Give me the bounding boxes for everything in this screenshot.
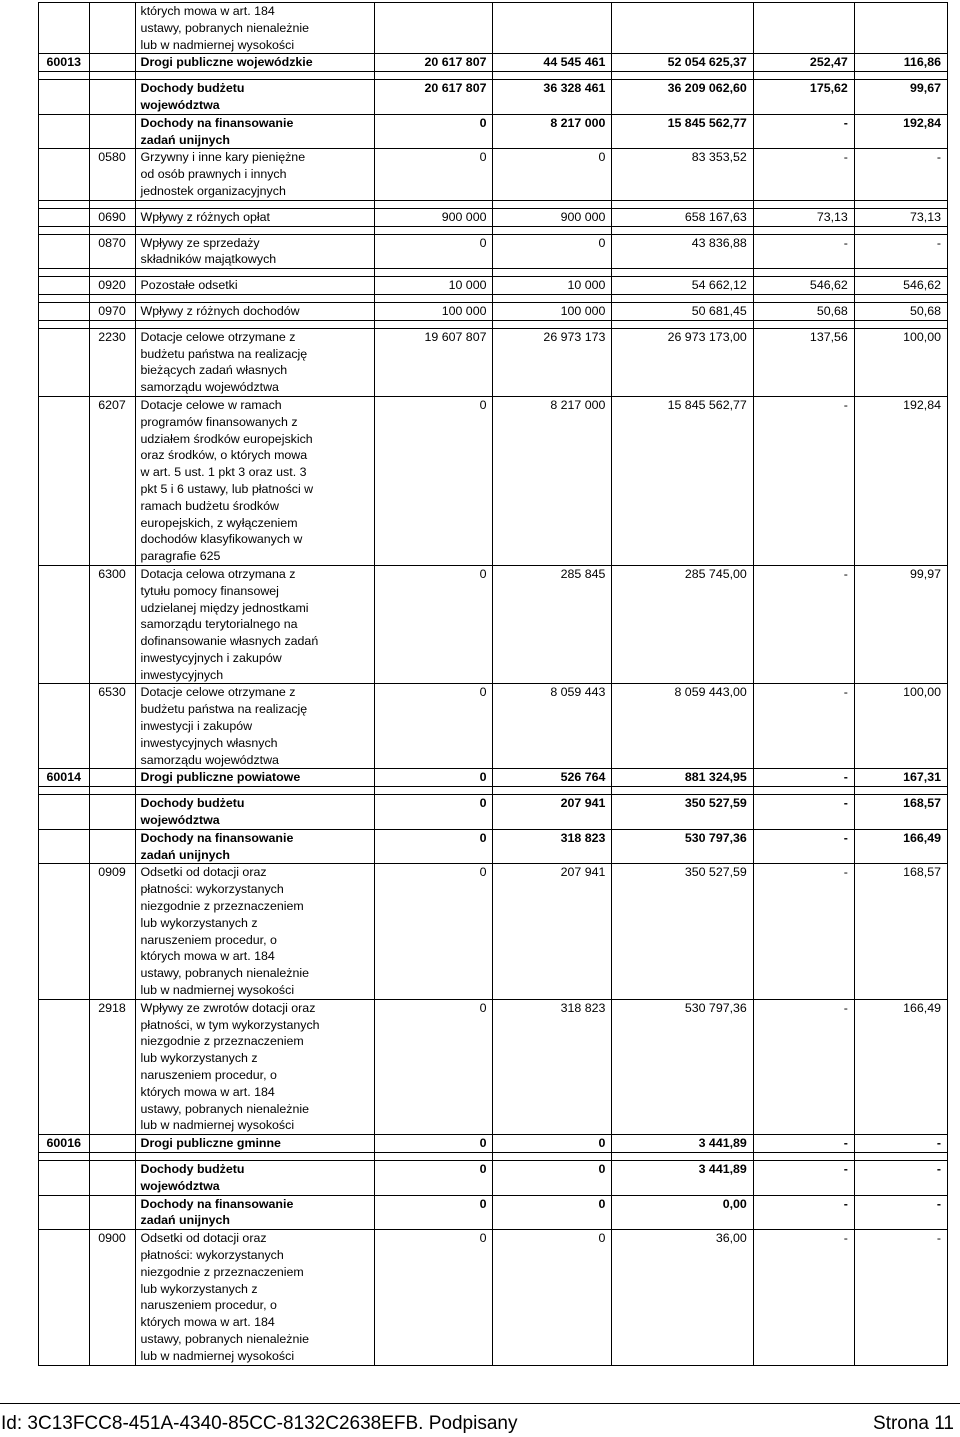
execution-cell: 350 527,59 — [612, 864, 753, 999]
spacer-cell — [39, 320, 90, 328]
spacer-cell — [753, 320, 854, 328]
plan-initial-cell: 0 — [374, 795, 493, 830]
description-cell: Dotacje celowe otrzymane z budżetu państwa na realizację inwestycji i zakupów inwestycyjnych własnych samorządu województwa — [135, 684, 374, 769]
plan-initial-cell — [374, 3, 493, 54]
spacer-cell — [854, 269, 947, 277]
percent-initial-cell: 175,62 — [753, 80, 854, 115]
percent-after-changes-cell: 192,84 — [854, 396, 947, 565]
spacer-cell — [89, 226, 135, 234]
percent-initial-cell: - — [753, 1195, 854, 1230]
percent-after-changes-cell: 168,57 — [854, 795, 947, 830]
execution-cell: 43 836,88 — [612, 234, 753, 269]
paragraph-code-cell: 0690 — [89, 208, 135, 226]
percent-initial-cell: 50,68 — [753, 302, 854, 320]
spacer-cell — [89, 200, 135, 208]
percent-initial-cell: - — [753, 684, 854, 769]
execution-cell: 15 845 562,77 — [612, 396, 753, 565]
spacer-cell — [753, 1153, 854, 1161]
spacer-cell — [854, 320, 947, 328]
chapter-code-cell — [39, 565, 90, 684]
paragraph-row — [39, 565, 948, 684]
percent-after-changes-cell: 166,49 — [854, 999, 947, 1134]
plan-after-changes-cell: 207 941 — [493, 864, 612, 999]
plan-after-changes-cell: 0 — [493, 1161, 612, 1196]
spacer-cell — [39, 269, 90, 277]
plan-initial-cell: 0 — [374, 234, 493, 269]
plan-after-changes-cell: 526 764 — [493, 769, 612, 787]
spacer-cell — [374, 787, 493, 795]
percent-after-changes-cell: 50,68 — [854, 302, 947, 320]
spacer-cell — [374, 200, 493, 208]
percent-after-changes-cell: 167,31 — [854, 769, 947, 787]
plan-after-changes-cell: 0 — [493, 149, 612, 200]
spacer-cell — [612, 226, 753, 234]
spacer-cell — [135, 1153, 374, 1161]
paragraph-code-cell — [89, 3, 135, 54]
paragraph-code-cell — [89, 795, 135, 830]
plan-initial-cell: 0 — [374, 149, 493, 200]
percent-after-changes-cell: 166,49 — [854, 829, 947, 864]
execution-cell: 881 324,95 — [612, 769, 753, 787]
plan-after-changes-cell — [493, 3, 612, 54]
spacer-cell — [493, 269, 612, 277]
plan-initial-cell: 20 617 807 — [374, 54, 493, 72]
plan-initial-cell: 0 — [374, 769, 493, 787]
chapter-code-cell — [39, 829, 90, 864]
paragraph-row — [39, 864, 948, 999]
plan-after-changes-cell: 0 — [493, 1230, 612, 1365]
spacer-cell — [89, 320, 135, 328]
description-cell: Pozostałe odsetki — [135, 277, 374, 295]
percent-initial-cell: 73,13 — [753, 208, 854, 226]
spacer-cell — [612, 269, 753, 277]
paragraph-code-cell: 6530 — [89, 684, 135, 769]
plan-initial-cell: 0 — [374, 565, 493, 684]
spacer-cell — [374, 269, 493, 277]
paragraph-code-cell — [89, 829, 135, 864]
spacer-cell — [612, 72, 753, 80]
paragraph-code-cell: 0909 — [89, 864, 135, 999]
description-cell: Wpływy ze zwrotów dotacji oraz płatności, w tym wykorzystanych niezgodnie z przeznaczeniem lub wykorzystanych z naruszeniem procedur, o których mowa w art. 184 ustawy, pobranych nienależnie lub w nadmiernej wysokości — [135, 999, 374, 1134]
description-cell: Dochody budżetu województwa — [135, 795, 374, 830]
plan-initial-cell: 0 — [374, 114, 493, 149]
description-cell: Dotacja celowa otrzymana z tytułu pomocy finansowej udzielanej między jednostkami samorządu terytorialnego na dofinansowanie własnych zadań inwestycyjnych i zakupów inwestycyjnych — [135, 565, 374, 684]
budget-table — [38, 2, 948, 1366]
spacer-cell — [612, 294, 753, 302]
chapter-code-cell — [39, 114, 90, 149]
spacer-cell — [135, 269, 374, 277]
description-cell: Drogi publiczne gminne — [135, 1135, 374, 1153]
spacer-cell — [493, 200, 612, 208]
plan-after-changes-cell: 26 973 173 — [493, 328, 612, 396]
paragraph-code-cell: 0920 — [89, 277, 135, 295]
percent-initial-cell: - — [753, 565, 854, 684]
percent-initial-cell: - — [753, 396, 854, 565]
paragraph-code-cell: 0580 — [89, 149, 135, 200]
paragraph-row — [39, 208, 948, 226]
percent-initial-cell: - — [753, 999, 854, 1134]
paragraph-row — [39, 277, 948, 295]
percent-after-changes-cell: - — [854, 1195, 947, 1230]
execution-cell: 50 681,45 — [612, 302, 753, 320]
percent-initial-cell: - — [753, 114, 854, 149]
chapter-code-cell: 60014 — [39, 769, 90, 787]
budget-table-body — [39, 3, 948, 1366]
spacer-cell — [39, 294, 90, 302]
execution-cell: 285 745,00 — [612, 565, 753, 684]
spacer-cell — [753, 294, 854, 302]
spacer-cell — [374, 294, 493, 302]
percent-initial-cell: - — [753, 234, 854, 269]
plan-after-changes-cell: 0 — [493, 1195, 612, 1230]
plan-initial-cell: 0 — [374, 1230, 493, 1365]
description-cell: których mowa w art. 184 ustawy, pobranych nienależnie lub w nadmiernej wysokości — [135, 3, 374, 54]
plan-after-changes-cell: 10 000 — [493, 277, 612, 295]
plan-initial-cell: 0 — [374, 1161, 493, 1196]
spacer-row — [39, 226, 948, 234]
spacer-cell — [39, 200, 90, 208]
execution-cell — [612, 3, 753, 54]
spacer-cell — [854, 200, 947, 208]
chapter-code-cell — [39, 208, 90, 226]
paragraph-code-cell: 0900 — [89, 1230, 135, 1365]
spacer-cell — [753, 787, 854, 795]
plan-after-changes-cell: 318 823 — [493, 829, 612, 864]
plan-after-changes-cell: 0 — [493, 1135, 612, 1153]
spacer-cell — [612, 200, 753, 208]
chapter-code-cell — [39, 234, 90, 269]
paragraph-code-cell: 6207 — [89, 396, 135, 565]
spacer-cell — [854, 1153, 947, 1161]
execution-cell: 36 209 062,60 — [612, 80, 753, 115]
spacer-cell — [374, 226, 493, 234]
spacer-cell — [39, 787, 90, 795]
chapter-row — [39, 769, 948, 787]
spacer-row — [39, 1153, 948, 1161]
percent-after-changes-cell — [854, 3, 947, 54]
execution-cell: 350 527,59 — [612, 795, 753, 830]
source-row — [39, 1195, 948, 1230]
description-cell: Wpływy z różnych opłat — [135, 208, 374, 226]
spacer-cell — [89, 1153, 135, 1161]
percent-after-changes-cell: 99,97 — [854, 565, 947, 684]
chapter-code-cell — [39, 795, 90, 830]
description-cell: Odsetki od dotacji oraz płatności: wykorzystanych niezgodnie z przeznaczeniem lub wykorzystanych z naruszeniem procedur, o których mowa w art. 184 ustawy, pobranych nienależnie lub w nadmiernej wysokości — [135, 864, 374, 999]
percent-after-changes-cell: 192,84 — [854, 114, 947, 149]
paragraph-code-cell: 0970 — [89, 302, 135, 320]
plan-initial-cell: 0 — [374, 396, 493, 565]
percent-after-changes-cell: - — [854, 1161, 947, 1196]
source-row — [39, 114, 948, 149]
description-cell: Wpływy z różnych dochodów — [135, 302, 374, 320]
spacer-cell — [89, 72, 135, 80]
spacer-cell — [135, 787, 374, 795]
page-number: Strona 11 — [873, 1413, 954, 1434]
spacer-row — [39, 200, 948, 208]
paragraph-row — [39, 328, 948, 396]
spacer-row — [39, 269, 948, 277]
page-footer — [0, 1403, 960, 1437]
spacer-row — [39, 72, 948, 80]
spacer-cell — [493, 226, 612, 234]
spacer-cell — [374, 72, 493, 80]
percent-initial-cell: 252,47 — [753, 54, 854, 72]
percent-initial-cell: - — [753, 1135, 854, 1153]
source-row — [39, 1161, 948, 1196]
percent-after-changes-cell: 100,00 — [854, 684, 947, 769]
description-cell: Dochody budżetu województwa — [135, 1161, 374, 1196]
plan-after-changes-cell: 44 545 461 — [493, 54, 612, 72]
spacer-cell — [854, 787, 947, 795]
chapter-code-cell — [39, 302, 90, 320]
chapter-code-cell — [39, 864, 90, 999]
plan-after-changes-cell: 8 059 443 — [493, 684, 612, 769]
chapter-code-cell — [39, 80, 90, 115]
execution-cell: 530 797,36 — [612, 829, 753, 864]
chapter-code-cell — [39, 149, 90, 200]
percent-initial-cell — [753, 3, 854, 54]
description-cell: Dochody na finansowanie zadań unijnych — [135, 1195, 374, 1230]
spacer-cell — [854, 294, 947, 302]
description-cell: Dochody budżetu województwa — [135, 80, 374, 115]
execution-cell: 530 797,36 — [612, 999, 753, 1134]
spacer-cell — [135, 226, 374, 234]
plan-initial-cell: 100 000 — [374, 302, 493, 320]
chapter-code-cell — [39, 1161, 90, 1196]
execution-cell: 52 054 625,37 — [612, 54, 753, 72]
paragraph-code-cell — [89, 1195, 135, 1230]
description-cell: Grzywny i inne kary pieniężne od osób prawnych i innych jednostek organizacyjnych — [135, 149, 374, 200]
plan-after-changes-cell: 900 000 — [493, 208, 612, 226]
description-cell: Dochody na finansowanie zadań unijnych — [135, 114, 374, 149]
spacer-cell — [89, 269, 135, 277]
plan-initial-cell: 10 000 — [374, 277, 493, 295]
plan-after-changes-cell: 207 941 — [493, 795, 612, 830]
percent-initial-cell: - — [753, 769, 854, 787]
spacer-cell — [135, 320, 374, 328]
paragraph-row — [39, 149, 948, 200]
execution-cell: 54 662,12 — [612, 277, 753, 295]
source-row — [39, 795, 948, 830]
execution-cell: 15 845 562,77 — [612, 114, 753, 149]
percent-after-changes-cell: 73,13 — [854, 208, 947, 226]
percent-initial-cell: 546,62 — [753, 277, 854, 295]
percent-initial-cell: - — [753, 795, 854, 830]
paragraph-row — [39, 1230, 948, 1365]
execution-cell: 3 441,89 — [612, 1161, 753, 1196]
chapter-code-cell — [39, 1230, 90, 1365]
spacer-cell — [612, 320, 753, 328]
chapter-code-cell — [39, 3, 90, 54]
percent-after-changes-cell: - — [854, 149, 947, 200]
paragraph-code-cell: 2230 — [89, 328, 135, 396]
description-cell: Odsetki od dotacji oraz płatności: wykorzystanych niezgodnie z przeznaczeniem lub wykorzystanych z naruszeniem procedur, o których mowa w art. 184 ustawy, pobranych nienależnie lub w nadmiernej wysokości — [135, 1230, 374, 1365]
execution-cell: 3 441,89 — [612, 1135, 753, 1153]
percent-initial-cell: 137,56 — [753, 328, 854, 396]
plan-after-changes-cell: 8 217 000 — [493, 114, 612, 149]
paragraph-row — [39, 3, 948, 54]
paragraph-row — [39, 234, 948, 269]
plan-initial-cell: 19 607 807 — [374, 328, 493, 396]
plan-after-changes-cell: 0 — [493, 234, 612, 269]
percent-after-changes-cell: - — [854, 1135, 947, 1153]
spacer-cell — [612, 1153, 753, 1161]
spacer-cell — [612, 787, 753, 795]
document-id-signature: Id: 3C13FCC8-451A-4340-85CC-8132C2638EFB. Podpisany — [1, 1413, 518, 1434]
spacer-cell — [39, 72, 90, 80]
percent-initial-cell: - — [753, 1161, 854, 1196]
paragraph-code-cell — [89, 114, 135, 149]
description-cell: Dochody na finansowanie zadań unijnych — [135, 829, 374, 864]
percent-after-changes-cell: 99,67 — [854, 80, 947, 115]
spacer-cell — [493, 320, 612, 328]
spacer-cell — [493, 1153, 612, 1161]
percent-after-changes-cell: 116,86 — [854, 54, 947, 72]
paragraph-code-cell — [89, 1135, 135, 1153]
percent-after-changes-cell: - — [854, 1230, 947, 1365]
spacer-cell — [753, 200, 854, 208]
execution-cell: 83 353,52 — [612, 149, 753, 200]
paragraph-row — [39, 302, 948, 320]
description-cell: Wpływy ze sprzedaży składników majątkowych — [135, 234, 374, 269]
percent-initial-cell: - — [753, 1230, 854, 1365]
percent-after-changes-cell: 168,57 — [854, 864, 947, 999]
spacer-cell — [753, 72, 854, 80]
paragraph-row — [39, 684, 948, 769]
plan-after-changes-cell: 285 845 — [493, 565, 612, 684]
plan-initial-cell: 0 — [374, 864, 493, 999]
percent-initial-cell: - — [753, 149, 854, 200]
chapter-code-cell: 60016 — [39, 1135, 90, 1153]
spacer-row — [39, 320, 948, 328]
paragraph-code-cell — [89, 769, 135, 787]
spacer-cell — [135, 72, 374, 80]
chapter-code-cell — [39, 1195, 90, 1230]
execution-cell: 26 973 173,00 — [612, 328, 753, 396]
spacer-cell — [493, 72, 612, 80]
percent-after-changes-cell: - — [854, 234, 947, 269]
description-cell: Dotacje celowe w ramach programów finansowanych z udziałem środków europejskich oraz środków, o których mowa w art. 5 ust. 1 pkt 3 oraz ust. 3 pkt 5 i 6 ustawy, lub płatności w ramach budżetu środków europejskich, z wyłączeniem dochodów klasyfikowanych w paragrafie 625 — [135, 396, 374, 565]
chapter-row — [39, 54, 948, 72]
spacer-cell — [89, 294, 135, 302]
plan-initial-cell: 0 — [374, 684, 493, 769]
description-cell: Dotacje celowe otrzymane z budżetu państwa na realizację bieżących zadań własnych samorządu województwa — [135, 328, 374, 396]
execution-cell: 36,00 — [612, 1230, 753, 1365]
source-row — [39, 829, 948, 864]
plan-initial-cell: 0 — [374, 999, 493, 1134]
paragraph-code-cell — [89, 1161, 135, 1196]
paragraph-code-cell — [89, 54, 135, 72]
execution-cell: 658 167,63 — [612, 208, 753, 226]
paragraph-code-cell: 6300 — [89, 565, 135, 684]
paragraph-row — [39, 999, 948, 1134]
spacer-cell — [753, 226, 854, 234]
description-cell: Drogi publiczne powiatowe — [135, 769, 374, 787]
source-row — [39, 80, 948, 115]
chapter-code-cell — [39, 277, 90, 295]
plan-initial-cell: 900 000 — [374, 208, 493, 226]
spacer-cell — [854, 72, 947, 80]
percent-after-changes-cell: 100,00 — [854, 328, 947, 396]
chapter-code-cell — [39, 396, 90, 565]
spacer-cell — [753, 269, 854, 277]
chapter-code-cell — [39, 684, 90, 769]
paragraph-code-cell — [89, 80, 135, 115]
spacer-cell — [374, 1153, 493, 1161]
budget-document — [38, 2, 948, 1366]
plan-after-changes-cell: 100 000 — [493, 302, 612, 320]
spacer-cell — [493, 787, 612, 795]
paragraph-code-cell: 0870 — [89, 234, 135, 269]
spacer-row — [39, 787, 948, 795]
spacer-cell — [135, 200, 374, 208]
execution-cell: 8 059 443,00 — [612, 684, 753, 769]
spacer-cell — [39, 1153, 90, 1161]
percent-after-changes-cell: 546,62 — [854, 277, 947, 295]
plan-initial-cell: 20 617 807 — [374, 80, 493, 115]
plan-after-changes-cell: 36 328 461 — [493, 80, 612, 115]
plan-initial-cell: 0 — [374, 1135, 493, 1153]
plan-after-changes-cell: 8 217 000 — [493, 396, 612, 565]
spacer-cell — [854, 226, 947, 234]
paragraph-code-cell: 2918 — [89, 999, 135, 1134]
spacer-cell — [374, 320, 493, 328]
paragraph-row — [39, 396, 948, 565]
plan-initial-cell: 0 — [374, 829, 493, 864]
spacer-row — [39, 294, 948, 302]
description-cell: Drogi publiczne wojewódzkie — [135, 54, 374, 72]
chapter-code-cell — [39, 328, 90, 396]
execution-cell: 0,00 — [612, 1195, 753, 1230]
percent-initial-cell: - — [753, 864, 854, 999]
chapter-code-cell: 60013 — [39, 54, 90, 72]
chapter-row — [39, 1135, 948, 1153]
percent-initial-cell: - — [753, 829, 854, 864]
plan-after-changes-cell: 318 823 — [493, 999, 612, 1134]
plan-initial-cell: 0 — [374, 1195, 493, 1230]
spacer-cell — [39, 226, 90, 234]
spacer-cell — [135, 294, 374, 302]
chapter-code-cell — [39, 999, 90, 1134]
spacer-cell — [89, 787, 135, 795]
spacer-cell — [493, 294, 612, 302]
